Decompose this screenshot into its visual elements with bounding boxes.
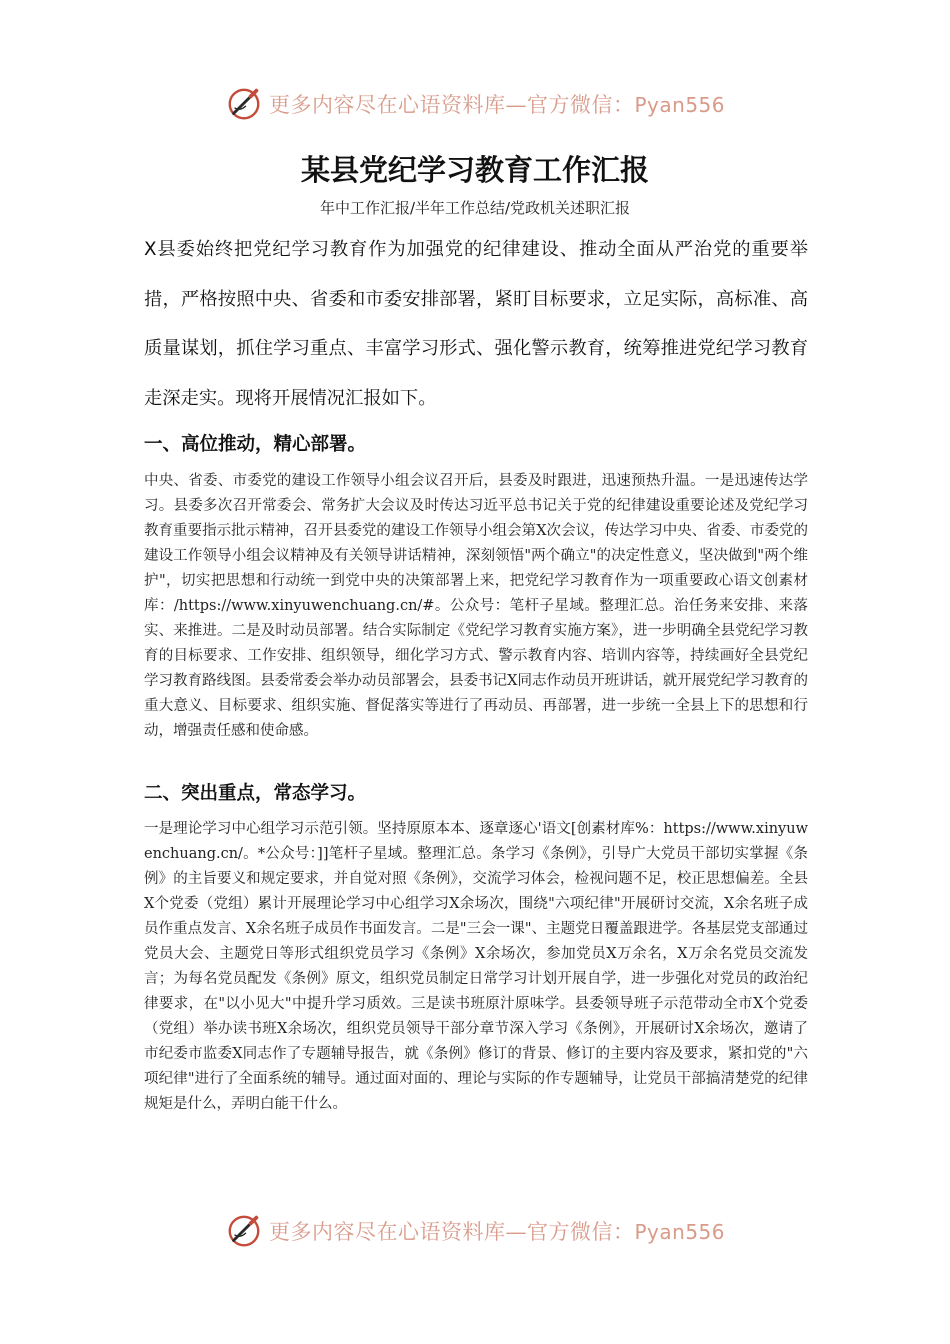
section-heading-2: 二、突出重点，常态学习。 (144, 783, 367, 804)
section-body-2: 一是理论学习中心组学习示范引领。坚持原原本本、逐章逐心'语文[创素材库%：https://www.xinyuwenchuang.cn/。*公众号：]]笔杆子星域。整理汇总。条学习《条例》，引导广大党员干部切实掌握《条例》的主旨要义和规定要求，并自觉对照《条例》，交流学习体会，检视问题不足，校正思想偏差。全县X个党委（党组）累计开展理论学习中心组学习X余场次，围绕"六项纪律"开展研讨交流，X余名班子成员作重点发言、X余名班子成员作书面发言。二是"三会一课"、主题党日覆盖跟进学。各基层党支部通过党员大会、主题党日等形式组织党员学习《条例》X余场次，参加党员X万余名，X万余名党员交流发言；为每名党员配发《条例》原文，组织党员制定日常学习计划开展自学，进一步强化对党员的政治纪律要求，在"以小见大"中提升学习质效。三是读书班原汁原味学。县委领导班子示范带动全市X个党委（党组）举办读书班X余场次，组织党员领导干部分章节深入学习《条例》，开展研讨X余场次，邀请了市纪委市监委X同志作了专题辅导报告，就《条例》修订的背景、修订的主要内容及要求，紧扣党的"六项纪律"进行了全面系统的辅导。通过面对面的、理论与实际的作专题辅导，让党员干部搞清楚党的纪律规矩是什么，弄明白能干什么。 (144, 821, 808, 1112)
watermark-banner-bottom (0, 1209, 950, 1253)
section-heading-1: 一、高位推动，精心部署。 (144, 434, 367, 455)
document-subtitle: 年中工作汇报/半年工作总结/党政机关述职汇报 (319, 199, 631, 217)
watermark-handle: Pyan556 (634, 93, 725, 117)
brush-logo-icon (225, 85, 263, 123)
watermark-text: 更多内容尽在心语资料库—官方微信：Pyan556 (268, 1220, 725, 1244)
intro-paragraph: X县委始终把党纪学习教育作为加强党的纪律建设、推动全面从严治党的重要举措，严格按照中央、省委和市委安排部署，紧盯目标要求，立足实际，高标准、高质量谋划，抓住学习重点、丰富学习形式、强化警示教育，统筹推进党纪学习教育走深走实。现将开展情况汇报如下。 (144, 239, 808, 409)
watermark-banner-top (0, 82, 950, 126)
section-body-1: 中央、省委、市委党的建设工作领导小组会议召开后，县委及时跟进，迅速预热升温。一是迅速传达学习。县委多次召开常委会、常务扩大会议及时传达习近平总书记关于党的纪律建设重要论述及党纪学习教育重要指示批示精神，召开县委党的建设工作领导小组会第X次会议，传达学习中央、省委、市委党的建设工作领导小组会议精神及有关领导讲话精神，深刻领悟"两个确立"的决定性意义，坚决做到"两个维护"，切实把思想和行动统一到党中央的决策部署上来，把党纪学习教育作为一项重要政心语文创素材库：/https://www.xinyuwenchuang.cn/#。公众号：笔杆子星域。整理汇总。治任务来安排、来落实、来推进。二是及时动员部署。结合实际制定《党纪学习教育实施方案》，进一步明确全县党纪学习教育的目标要求、工作安排、组织领导，细化学习方式、警示教育内容、培训内容等，持续画好全县党纪学习教育路线图。县委常委会举办动员部署会，县委书记X同志作动员开班讲话，就开展党纪学习教育的重大意义、目标要求、组织实施、督促落实等进行了再动员、再部署，进一步统一全县上下的思想和行动，增强责任感和使命感。 (144, 473, 808, 739)
watermark-handle: Pyan556 (634, 1220, 725, 1244)
watermark-text: 更多内容尽在心语资料库—官方微信：Pyan556 (268, 93, 725, 117)
brush-logo-icon (225, 1212, 263, 1250)
document-title: 某县党纪学习教育工作汇报 (300, 153, 649, 187)
